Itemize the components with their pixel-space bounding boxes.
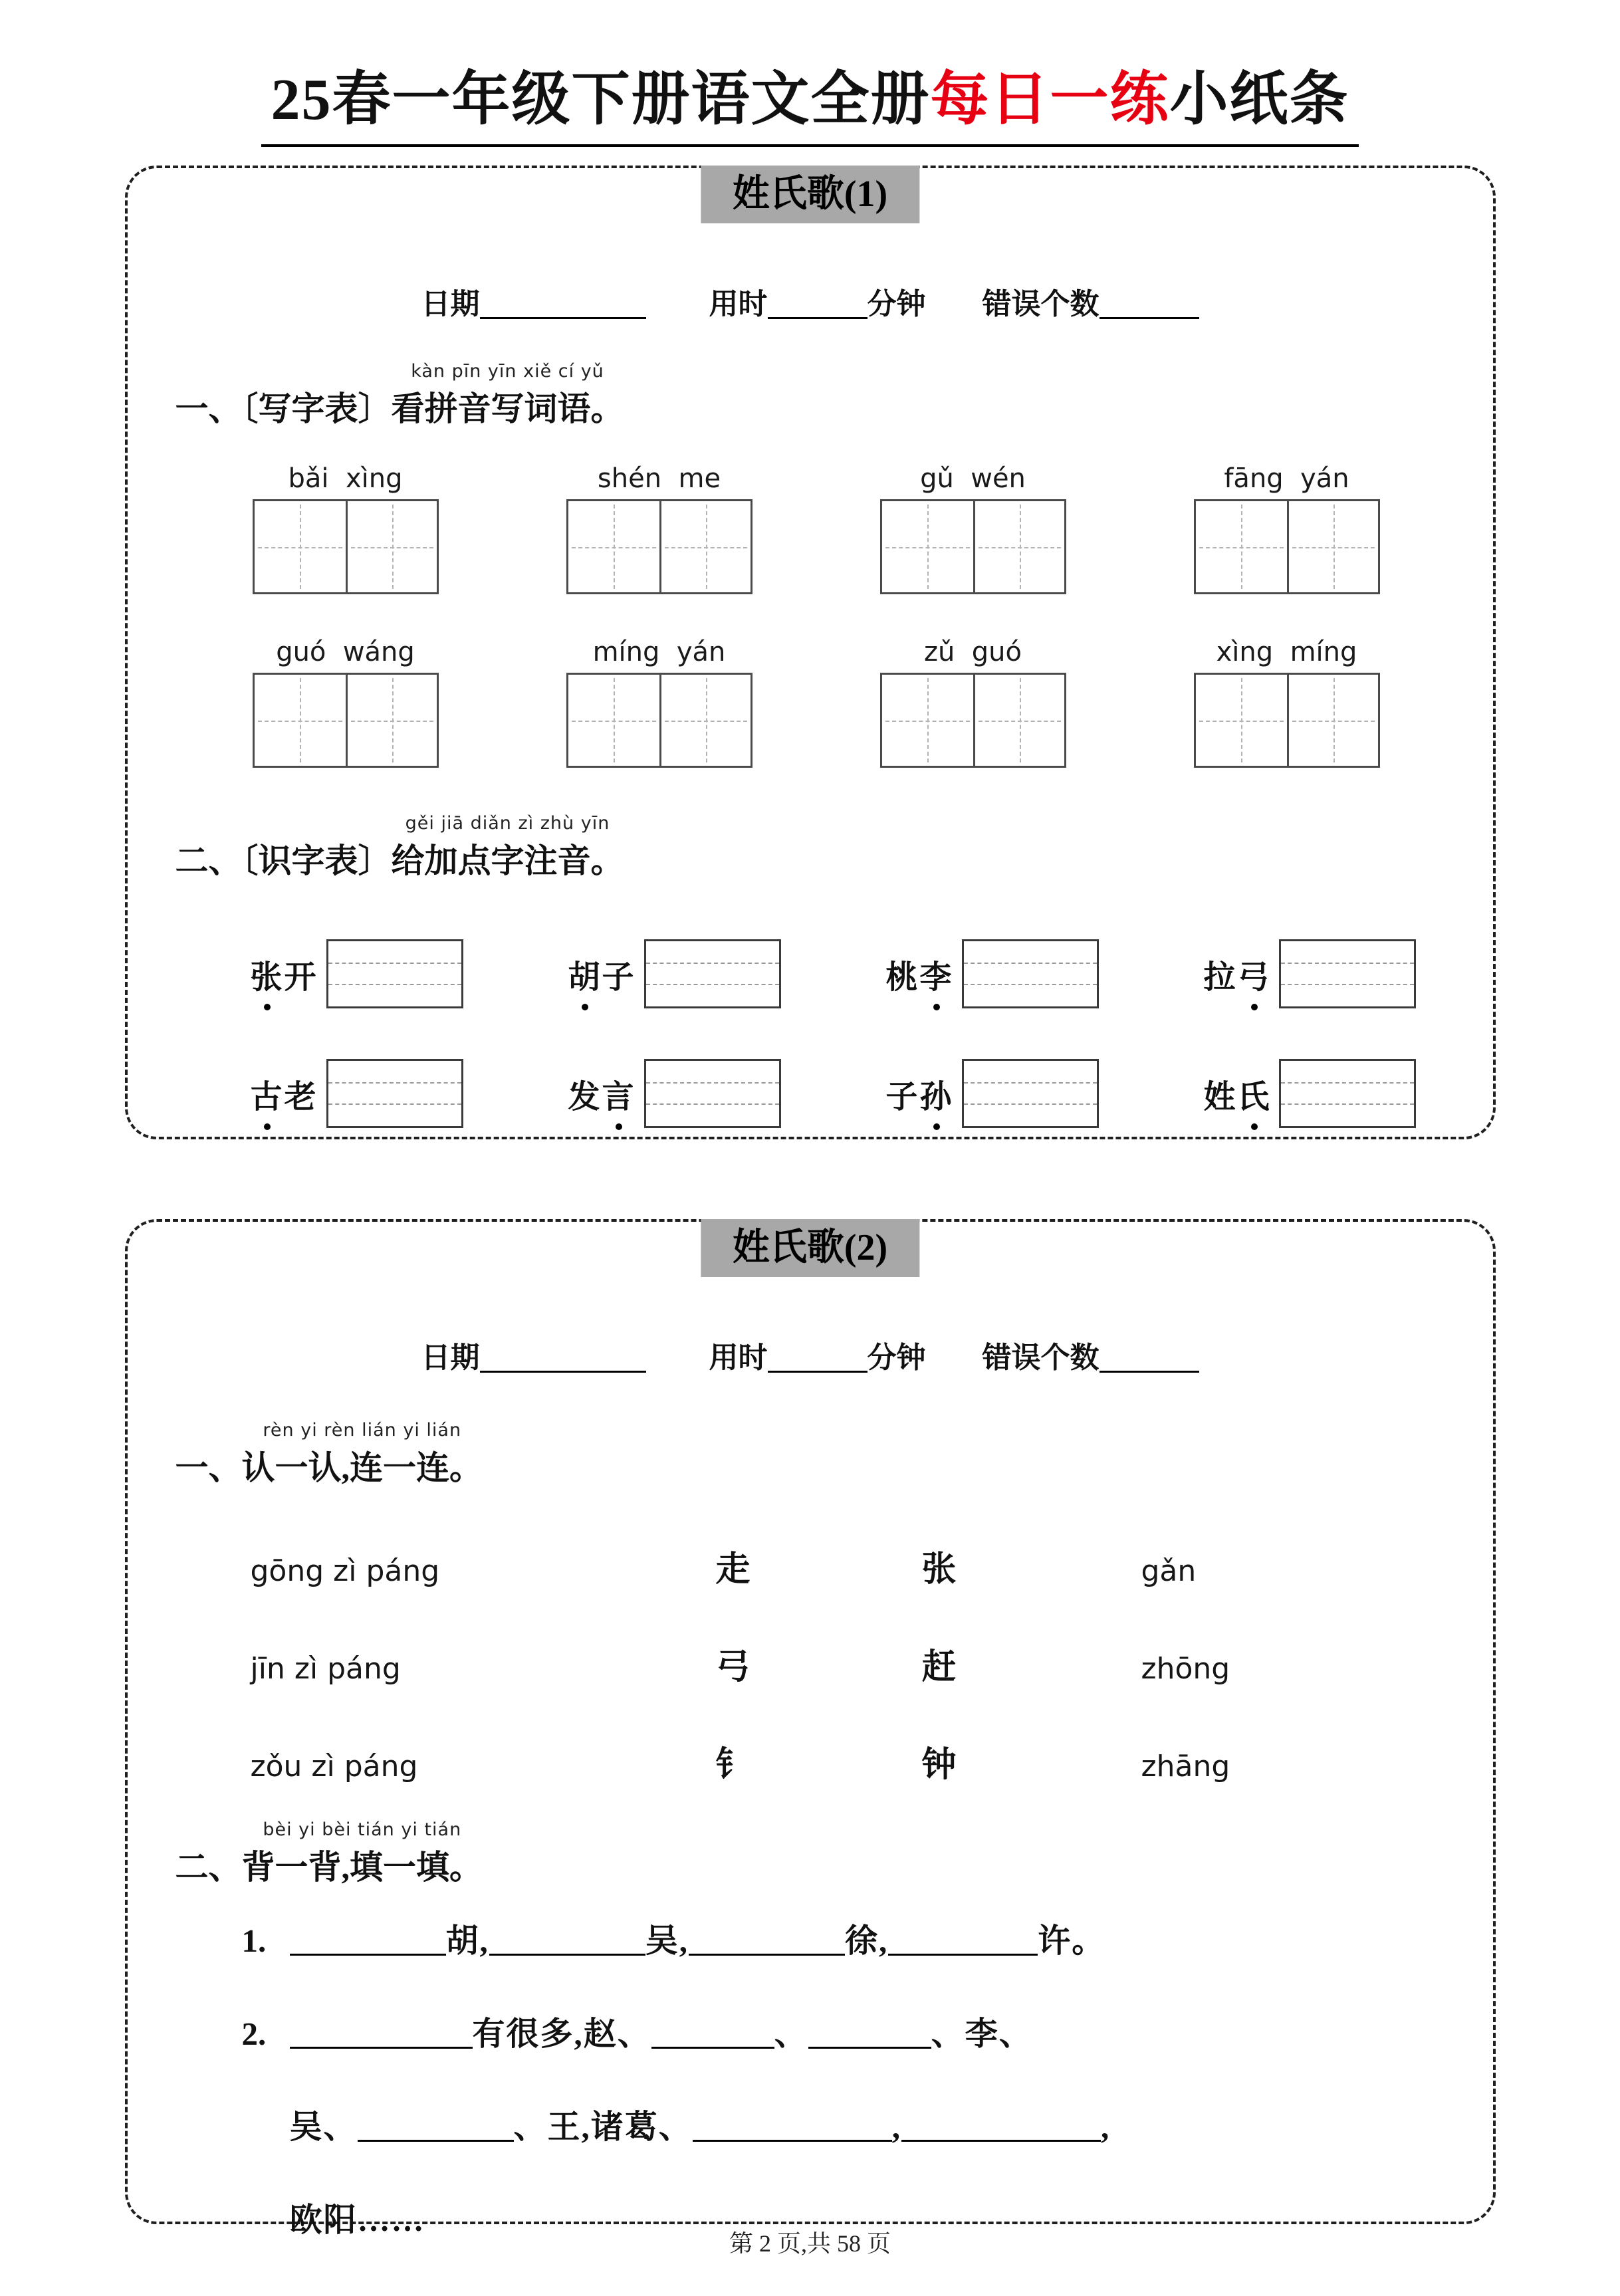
- writing-grid-cell[interactable]: [255, 675, 346, 766]
- page-footer: 第 2 页,共 58 页: [729, 2230, 891, 2257]
- date-blank[interactable]: [480, 1342, 646, 1373]
- annotation-item: [251, 1059, 463, 1128]
- match-row: [251, 1639, 1493, 1688]
- fill-text: 欧阳……: [289, 2202, 425, 2239]
- pinyin-word-item: [564, 637, 754, 768]
- radical-pinyin[interactable]: gōng zì páng: [250, 1554, 440, 1589]
- writing-grid-cell[interactable]: [255, 501, 346, 592]
- annotation-word: [885, 1071, 953, 1117]
- annotation-word: [568, 951, 636, 997]
- pinyin-answer-box[interactable]: [326, 939, 463, 1008]
- word-pinyin: míng yán: [592, 637, 726, 668]
- match-hanzi[interactable]: 张: [921, 1551, 957, 1589]
- hanzi-char: 子: [602, 959, 636, 995]
- time-label: 用时: [709, 288, 768, 321]
- fill-text: 有很多,赵、: [472, 2015, 651, 2053]
- radical-char[interactable]: 钅: [715, 1746, 751, 1785]
- word-pinyin: xìng míng: [1216, 637, 1357, 668]
- word-row: [251, 463, 1493, 594]
- fill-text: ,: [891, 2109, 902, 2146]
- word-pinyin: zǔ guó: [924, 637, 1022, 668]
- fill-blank[interactable]: [693, 2109, 892, 2142]
- annotation-item: [1203, 939, 1416, 1008]
- writing-grid: [566, 673, 752, 768]
- time-blank[interactable]: [768, 288, 868, 319]
- time-blank[interactable]: [768, 1342, 868, 1373]
- fill-blank[interactable]: [808, 2015, 931, 2049]
- writing-grid-cell[interactable]: [659, 501, 751, 592]
- date-label: 日期: [421, 288, 480, 321]
- minutes-label: 分钟: [867, 1341, 926, 1375]
- fill-blank[interactable]: [901, 2109, 1101, 2142]
- radical-char[interactable]: 弓: [715, 1649, 751, 1687]
- fill-blank[interactable]: [290, 1922, 446, 1956]
- fill-blank[interactable]: [358, 2109, 514, 2142]
- word-pinyin: fāng yán: [1224, 463, 1349, 495]
- writing-grid: [253, 499, 439, 594]
- dotted-hanzi-char: 胡: [568, 951, 602, 997]
- line-number: 2.: [241, 2015, 267, 2053]
- word-pinyin: gǔ wén: [920, 463, 1026, 495]
- sheet-2: [125, 1219, 1496, 2239]
- fill-blank[interactable]: [651, 2015, 774, 2049]
- pinyin-answer-box[interactable]: [644, 939, 781, 1008]
- match-row: [251, 1541, 1493, 1591]
- writing-grid-cell[interactable]: [1196, 501, 1287, 592]
- hanzi-char: 开: [284, 959, 318, 995]
- writing-grid-cell[interactable]: [659, 675, 751, 766]
- annotation-row: [251, 1059, 1417, 1128]
- exercise-header-pinyin: bèi yi bèi tián yi tián: [263, 1819, 462, 1841]
- writing-grid-cell[interactable]: [568, 675, 659, 766]
- dotted-hanzi-char: 古: [251, 1071, 285, 1117]
- pinyin-answer-box[interactable]: [962, 1059, 1099, 1128]
- word-row: [251, 637, 1493, 768]
- annotation-item: [251, 939, 463, 1008]
- pinyin-word-item: [878, 637, 1068, 768]
- writing-grid-cell[interactable]: [346, 501, 437, 592]
- annotation-item: [1203, 1059, 1416, 1128]
- pinyin-word-item: [1192, 637, 1382, 768]
- match-pinyin[interactable]: gǎn: [1141, 1554, 1197, 1589]
- exercise-title: 给加点字注音。: [391, 842, 624, 880]
- fill-line: [242, 2008, 1433, 2055]
- time-label: 用时: [709, 1341, 768, 1375]
- fill-text: 徐,: [845, 1922, 889, 1960]
- exercise-number: 二、: [175, 1849, 242, 1887]
- date-label: 日期: [421, 1341, 480, 1375]
- writing-grid-cell[interactable]: [1196, 675, 1287, 766]
- date-blank[interactable]: [480, 288, 646, 319]
- writing-grid-cell[interactable]: [1287, 501, 1378, 592]
- errors-blank[interactable]: [1099, 1342, 1199, 1373]
- writing-grid-cell[interactable]: [1287, 675, 1378, 766]
- word-pinyin: guó wáng: [276, 637, 415, 668]
- page-title-highlight: 每日一练: [930, 68, 1170, 132]
- dotted-hanzi-char: 弓: [1237, 951, 1271, 997]
- radical-pinyin[interactable]: zǒu zì páng: [250, 1750, 418, 1784]
- radical-char[interactable]: 走: [715, 1551, 751, 1589]
- fill-line: [242, 2101, 1433, 2148]
- exercise-title: 认一认,连一连。: [241, 1449, 483, 1487]
- exercise-header-pinyin: rèn yi rèn lián yi lián: [263, 1420, 462, 1441]
- exercise-title: 看拼音写词语。: [391, 390, 624, 428]
- page-title-suffix: 小纸条: [1169, 68, 1349, 132]
- match-pinyin[interactable]: zhāng: [1141, 1750, 1230, 1784]
- hanzi-char: 桃: [885, 959, 920, 995]
- matching-section: [251, 1541, 1493, 1786]
- sheet-1: [125, 166, 1496, 1139]
- page-title: [261, 66, 1358, 147]
- pinyin-answer-box[interactable]: [962, 939, 1099, 1008]
- fill-text: 胡,: [445, 1922, 489, 1960]
- pinyin-answer-box[interactable]: [1279, 939, 1416, 1008]
- exercise-tag: 〔写字表〕: [241, 390, 392, 428]
- exercise-number: 一、: [175, 390, 242, 428]
- writing-grid-cell[interactable]: [568, 501, 659, 592]
- sheet1-exercise2-header: [175, 806, 1493, 882]
- pinyin-answer-box[interactable]: [1279, 1059, 1416, 1128]
- writing-grid: [880, 499, 1066, 594]
- match-row: [251, 1736, 1493, 1786]
- hanzi-char: 老: [284, 1079, 318, 1115]
- sheet1-title-badge: 姓氏歌(1): [701, 166, 919, 223]
- fill-text: 、王,诸葛、: [513, 2109, 693, 2146]
- exercise-header-pinyin: gěi jiā diǎn zì zhù yīn: [405, 813, 610, 834]
- line-number: 1.: [241, 1922, 267, 1960]
- word-pinyin: shén me: [597, 463, 721, 495]
- writing-grid: [253, 673, 439, 768]
- dotted-hanzi-char: 氏: [1237, 1071, 1271, 1117]
- match-hanzi[interactable]: 钟: [921, 1746, 957, 1785]
- writing-grid-cell[interactable]: [882, 675, 973, 766]
- hanzi-char: 拉: [1203, 959, 1238, 995]
- dotted-hanzi-char: 言: [602, 1071, 636, 1117]
- page-title-prefix: 25春一年级下册语文全册: [271, 68, 931, 132]
- pinyin-word-item: [878, 463, 1068, 594]
- fill-text: 吴、: [289, 2109, 358, 2146]
- hanzi-char: 子: [885, 1079, 920, 1115]
- writing-grid: [1194, 673, 1380, 768]
- annotation-item: [568, 939, 780, 1008]
- pinyin-word-item: [251, 637, 441, 768]
- fill-text: 、李、: [931, 2015, 1033, 2053]
- minutes-label: 分钟: [867, 288, 926, 321]
- annotation-item: [568, 1059, 780, 1128]
- fill-blank[interactable]: [290, 2015, 473, 2049]
- errors-label: 错误个数: [982, 1341, 1099, 1375]
- dotted-hanzi-char: 李: [919, 951, 953, 997]
- writing-grid-cell[interactable]: [882, 501, 973, 592]
- pinyin-word-item: [251, 463, 441, 594]
- dotted-hanzi-char: 孙: [919, 1071, 953, 1117]
- fill-text: 许。: [1038, 1922, 1106, 1960]
- annotation-word: [568, 1071, 636, 1117]
- fill-text: 、: [774, 2015, 808, 2053]
- annotation-word: [885, 951, 953, 997]
- errors-label: 错误个数: [982, 288, 1099, 321]
- pinyin-writing-section: [251, 463, 1493, 768]
- writing-grid: [1194, 499, 1380, 594]
- pinyin-word-item: [564, 463, 754, 594]
- fill-blank-section: [242, 1915, 1433, 2241]
- annotation-section: [251, 939, 1417, 1128]
- match-pinyin[interactable]: zhōng: [1141, 1652, 1230, 1686]
- fill-text: ,: [1101, 2109, 1111, 2146]
- sheet2-exercise1-header: [175, 1413, 1493, 1489]
- writing-grid-cell[interactable]: [973, 501, 1064, 592]
- fill-blank[interactable]: [888, 1922, 1038, 1956]
- sheet2-title-badge: 姓氏歌(2): [701, 1219, 919, 1277]
- annotation-word: [1203, 1071, 1271, 1117]
- fill-blank[interactable]: [689, 1922, 845, 1956]
- hanzi-char: 发: [568, 1079, 602, 1115]
- exercise-number: 二、: [175, 842, 242, 880]
- writing-grid: [880, 673, 1066, 768]
- annotation-item: [885, 1059, 1098, 1128]
- dotted-hanzi-char: 张: [251, 951, 285, 997]
- writing-grid: [566, 499, 752, 594]
- sheet1-meta-line: [128, 280, 1493, 322]
- radical-pinyin[interactable]: jīn zì páng: [250, 1652, 401, 1686]
- exercise-tag: 〔识字表〕: [241, 842, 392, 880]
- annotation-word: [251, 1071, 318, 1117]
- word-pinyin: bǎi xìng: [288, 463, 403, 495]
- pinyin-answer-box[interactable]: [326, 1059, 463, 1128]
- fill-text: 吴,: [645, 1922, 689, 1960]
- annotation-row: [251, 939, 1417, 1008]
- errors-blank[interactable]: [1099, 288, 1199, 319]
- exercise-header-pinyin: kàn pīn yīn xiě cí yǔ: [411, 361, 604, 382]
- sheet1-exercise1-header: [175, 354, 1493, 430]
- sheet2-exercise2-header: [175, 1813, 1493, 1889]
- annotation-word: [1203, 951, 1271, 997]
- hanzi-char: 姓: [1203, 1079, 1238, 1115]
- fill-line: [242, 1915, 1433, 1962]
- annotation-word: [251, 951, 318, 997]
- writing-grid-cell[interactable]: [346, 675, 437, 766]
- annotation-item: [885, 939, 1098, 1008]
- pinyin-word-item: [1192, 463, 1382, 594]
- pinyin-answer-box[interactable]: [644, 1059, 781, 1128]
- match-hanzi[interactable]: 赶: [921, 1649, 957, 1687]
- exercise-title: 背一背,填一填。: [241, 1849, 483, 1887]
- fill-blank[interactable]: [489, 1922, 645, 1956]
- exercise-number: 一、: [175, 1449, 242, 1487]
- sheet2-meta-line: [128, 1333, 1493, 1376]
- writing-grid-cell[interactable]: [973, 675, 1064, 766]
